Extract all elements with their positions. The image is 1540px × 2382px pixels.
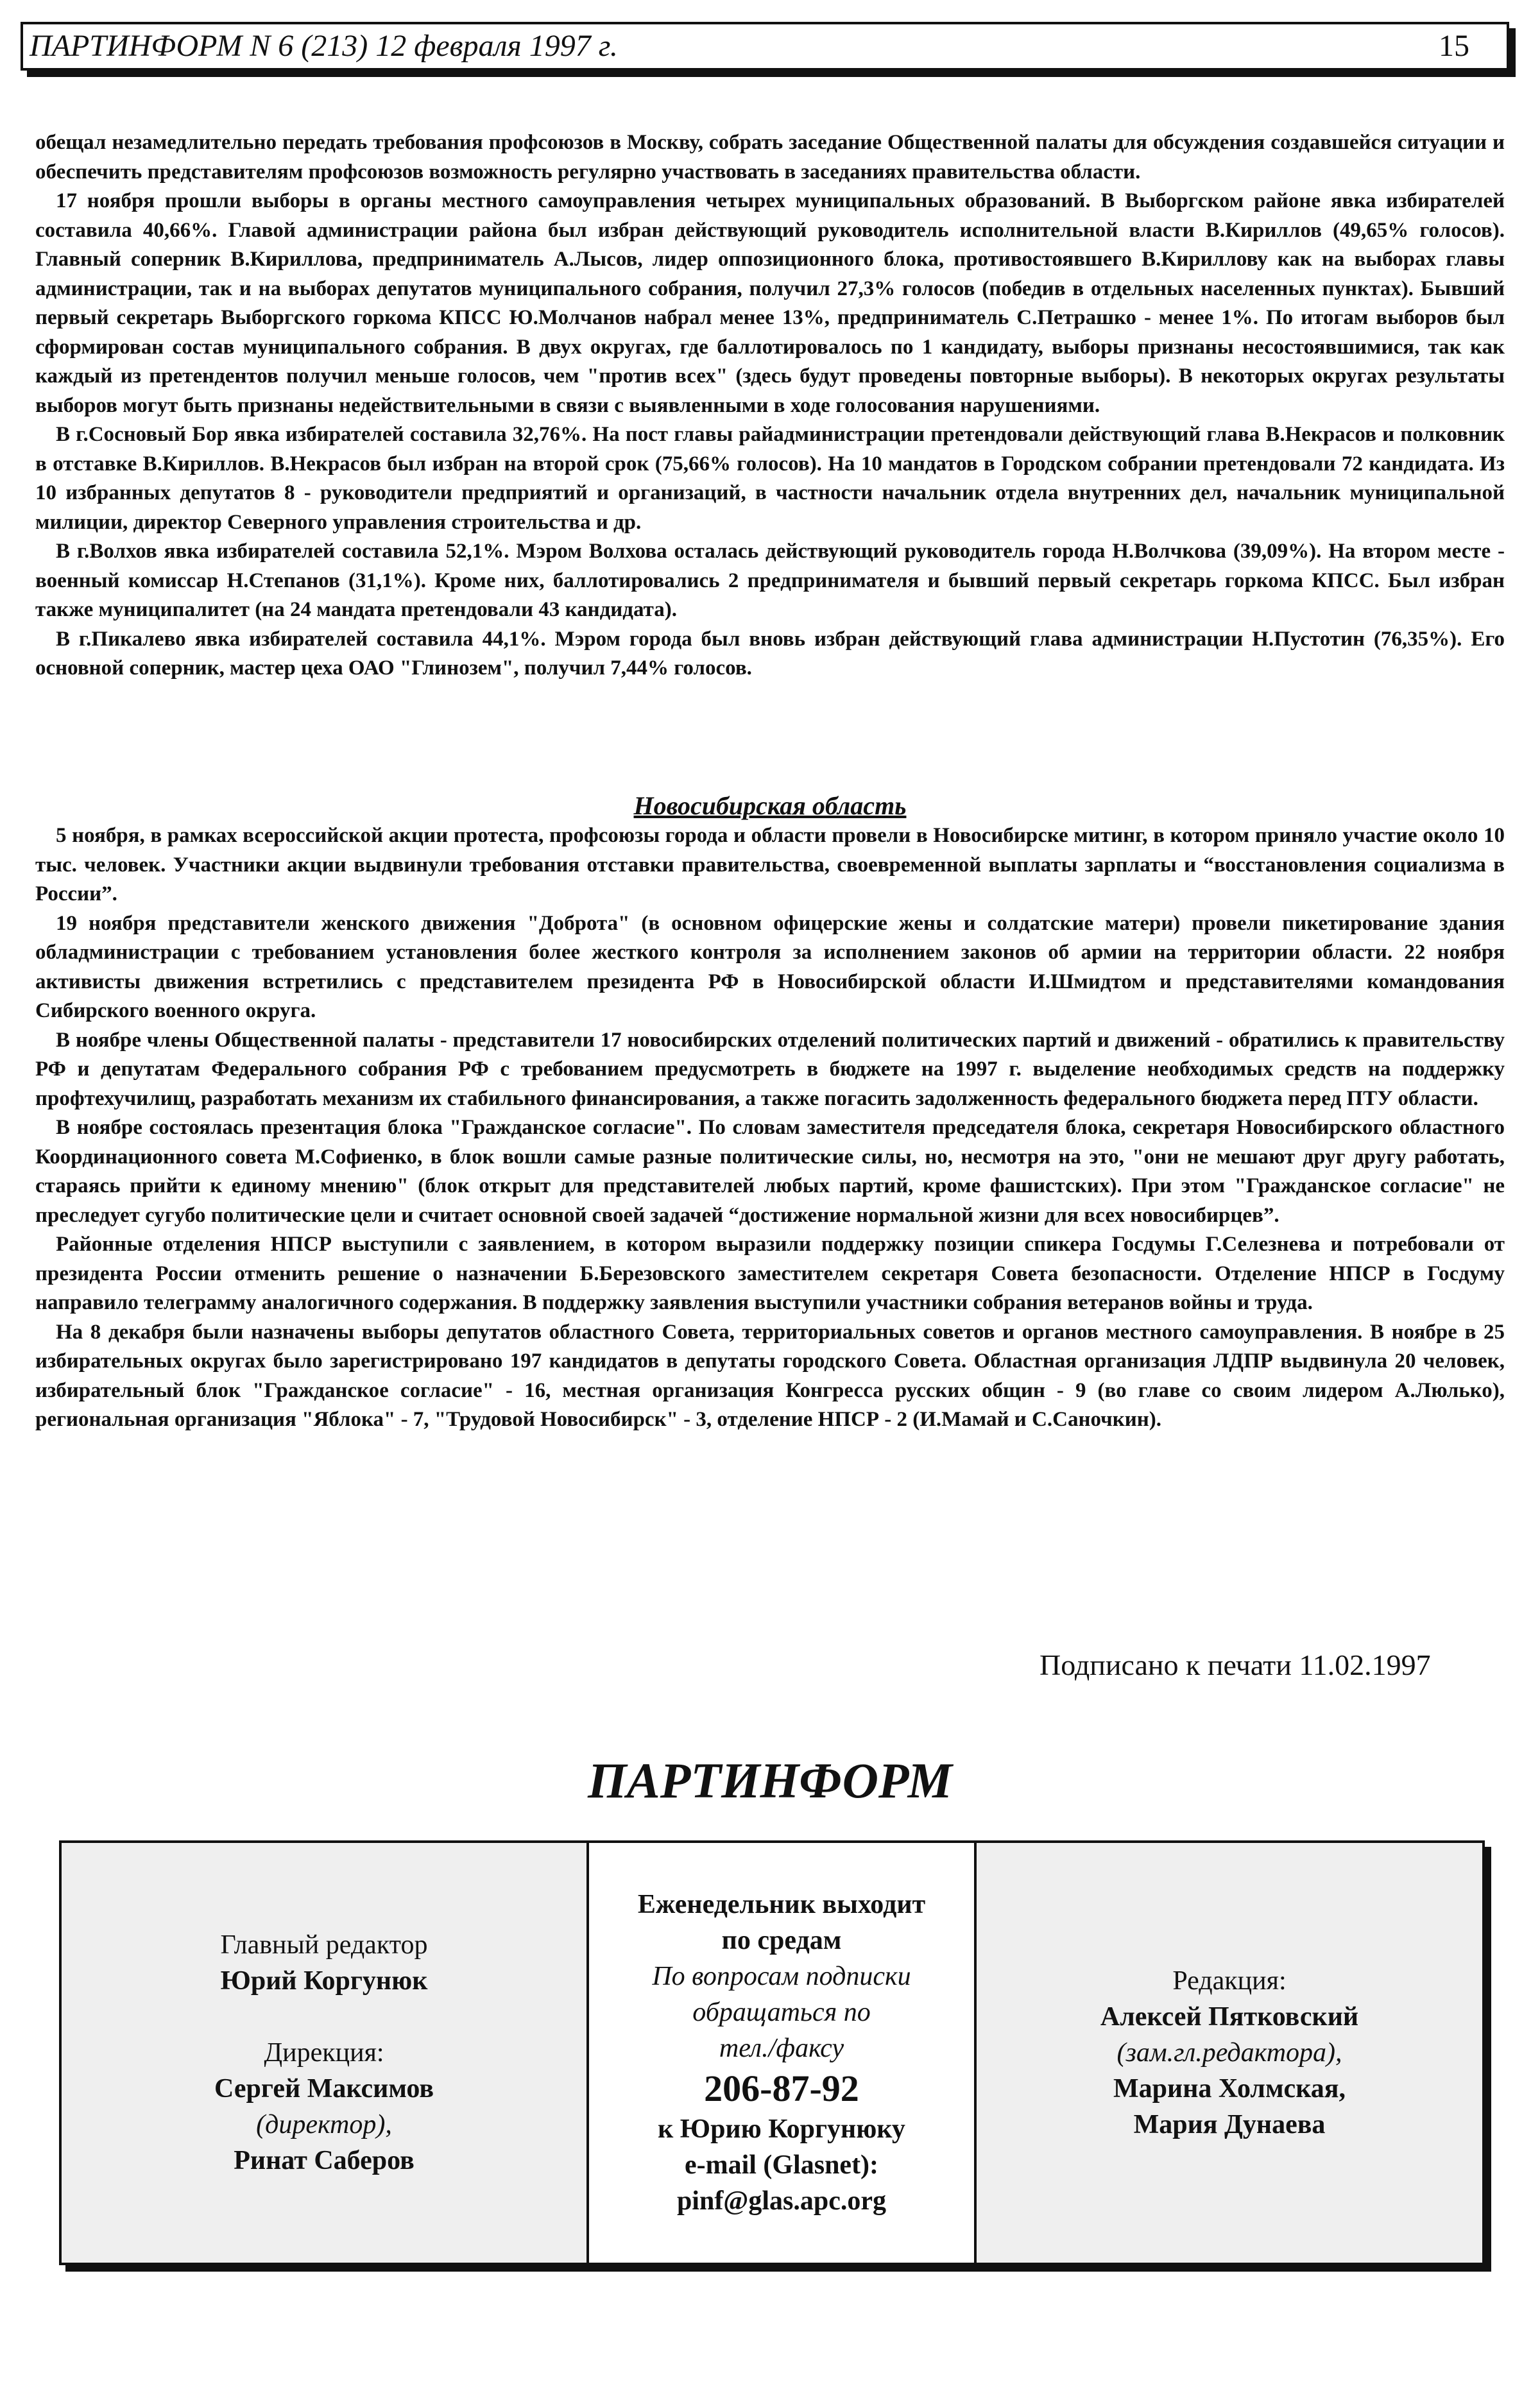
contact-line: к Юрию Коргунюку: [658, 2114, 905, 2144]
subscription-line: тел./факсу: [719, 2034, 844, 2063]
email-address: pinf@glas.apc.org: [676, 2186, 887, 2216]
paragraph: 19 ноября представители женского движения "Доброта" (в основном офицерские жены и солдатские матери) провели пикетирование здания обладминистрации с требованием установления более жесткого контроля за исполнением законов об армии на территории области. 22 ноября активисты движения встретились с представителем президента РФ в Новосибирской области И.Шмидтом и представителями командования Сибирского военного округа.: [35, 911, 1505, 1022]
editorial-name: Мария Дунаева: [1133, 2110, 1326, 2139]
paragraph: В ноябре состоялась презентация блока "Гражданское согласие". По словам заместителя председателя блока, секретаря Новосибирского областного Координационного совета М.Софиенко, в блок вошли самые разные политические силы, но, несмотря на это, "они не мешают друг другу работать, стараясь прийти к единому мнению" (блок открыт для представителей любых партий, кроме фашистских). При этом "Гражданское согласие" не преследует сугубо политические цели и считает основной своей задачей “достижение нормальной жизни для всех новосибирцев”.: [35, 1116, 1505, 1227]
director-role: (директор),: [256, 2110, 392, 2139]
article-body-top: [35, 128, 1505, 683]
imprint-right-column: [977, 1843, 1482, 2263]
paragraph: На 8 декабря были назначены выборы депутатов областного Совета, территориальных советов и органов местного самоуправления. В ноябре в 25 избирательных округах было зарегистрировано 197 кандидатов в депутаты городского Совета. Областная организация ЛДПР выдвинула 20 человек, избирательный блок "Гражданское согласие" - 16, местная организация Конгресса русских общин - 9 (во главе со своим лидером А.Люлько), региональная организация "Яблока" - 7, "Трудовой Новосибирск" - 3, отделение НПСР - 2 (И.Мамай и С.Саночкин).: [35, 1320, 1505, 1431]
email-label: e-mail (Glasnet):: [684, 2150, 879, 2180]
subscription-line: обращаться по: [692, 1998, 871, 2027]
editor-name: Юрий Коргунюк: [220, 1966, 428, 1996]
director-name: Сергей Максимов: [214, 2074, 434, 2104]
publication-title: ПАРТИНФОРМ N 6 (213) 12 февраля 1997 г.: [30, 29, 618, 63]
signed-to-print: Подписано к печати 11.02.1997: [1040, 1649, 1431, 1681]
subscription-line: По вопросам подписки: [652, 1962, 911, 1991]
paragraph: Районные отделения НПСР выступили с заявлением, в котором выразили поддержку позиции спикера Госдумы Г.Селезнева и потребовали от президента России отменить решение о назначении Б.Березовского заместителем секретаря Совета безопасности. Отделение НПСР в Госдуму направило телеграмму аналогичного содержания. В поддержку заявления выступили участники собрания ветеранов войны и труда.: [35, 1233, 1505, 1314]
paragraph: В г.Пикалево явка избирателей составила 44,1%. Мэром города был вновь избран действующий глава администрации Н.Пустотин (76,35%). Его основной соперник, мастер цеха ОАО "Глинозем", получил 7,44% голосов.: [35, 627, 1505, 680]
imprint-middle-column: [586, 1843, 977, 2263]
paragraph: В г.Волхов явка избирателей составила 52,1%. Мэром Волхова осталась действующий руководитель города Н.Волчкова (39,09%). На втором месте - военный комиссар Н.Степанов (31,1%). Кроме них, баллотировались 2 предпринимателя и бывший первый секретарь горкома КПСС. Был избран также муниципалитет (на 24 мандата претендовали 43 кандидата).: [35, 540, 1505, 621]
editorial-label: Редакция:: [1172, 1966, 1287, 1996]
imprint-left-column: [62, 1843, 586, 2263]
editor-label: Главный редактор: [220, 1930, 428, 1960]
paragraph: В ноябре члены Общественной палаты - представители 17 новосибирских отделений политических партий и движений - обратились к правительству РФ и депутатам Федерального собрания РФ с требованием предусмотреть в бюджете на 1997 г. выделение необходимых средств на поддержку профтехучилищ, разработать механизм их стабильного финансирования, а также погасить задолженность федерального бюджета перед ПТУ области.: [35, 1028, 1505, 1110]
paragraph: В г.Сосновый Бор явка избирателей составила 32,76%. На пост главы райадминистрации претендовали действующий глава В.Некрасов и полковник в отставке В.Кириллов. В.Некрасов был избран на второй срок (75,66% голосов). На 10 мандатов в Городском собрании претендовали 72 кандидата. Из 10 избранных депутатов 8 - руководители предприятий и организаций, в частности начальник отдела внутренних дел, начальник муниципальной милиции, директор Северного управления строительства и др.: [35, 423, 1505, 534]
paragraph: 5 ноября, в рамках всероссийской акции протеста, профсоюзы города и области провели в Новосибирске митинг, в котором приняло участие около 10 тыс. человек. Участники акции выдвинули требования отставки правительства, своевременной выплаты зарплаты и “восстановления социализма в России”.: [35, 824, 1505, 905]
page-number: 15: [1439, 29, 1469, 63]
phone-number: 206-87-92: [704, 2068, 859, 2109]
editorial-role: (зам.гл.редактора),: [1116, 2038, 1342, 2068]
page-header: [21, 22, 1509, 71]
masthead-title: ПАРТИНФОРМ: [588, 1752, 952, 1808]
directorate-label: Дирекция:: [264, 2038, 384, 2068]
imprint-box: [59, 1840, 1485, 2265]
paragraph: 17 ноября прошли выборы в органы местного самоуправления четырех муниципальных образований. В Выборгском районе явка избирателей составила 40,66%. Главой администрации района был избран действующий руководитель исполнительной власти В.Кириллов (49,65% голосов). Главный соперник В.Кириллова, предприниматель А.Лысов, лидер оппозиционного блока, противостоявшего В.Кириллову как на выборах главы администрации, так и на выборах депутатов муниципального собрания, получил 27,3% голосов (победив в отдельных населенных пунктах). Бывший первый секретарь Выборгского горкома КПСС Ю.Молчанов набрал менее 13%, предприниматель С.Петрашко - менее 1%. По итогам выборов был сформирован состав муниципального собрания. В двух округах, где баллотировалось по 1 кандидату, выборы признаны несостоявшимися, так как каждый из претендентов получил меньше голосов, чем "против всех" (здесь будут проведены повторные выборы). В некоторых округах результаты выборов могут быть признаны недействительными в связи с выявленными в ходе голосования нарушениями.: [35, 189, 1505, 417]
schedule-line: по средам: [721, 1926, 842, 1955]
editorial-name: Марина Холмская,: [1113, 2074, 1346, 2104]
paragraph: обещал незамедлительно передать требования профсоюзов в Москву, собрать заседание Общественной палаты для обсуждения создавшейся ситуации и обеспечить представителям профсоюзов возможность регулярно участвовать в заседаниях правительства области.: [35, 131, 1505, 184]
article-body-bottom: [35, 821, 1505, 1435]
schedule-line: Еженедельник выходит: [637, 1890, 926, 1919]
editorial-name: Алексей Пятковский: [1100, 2002, 1359, 2032]
second-director-name: Ринат Саберов: [234, 2146, 415, 2175]
section-heading: Новосибирская область: [633, 791, 907, 820]
